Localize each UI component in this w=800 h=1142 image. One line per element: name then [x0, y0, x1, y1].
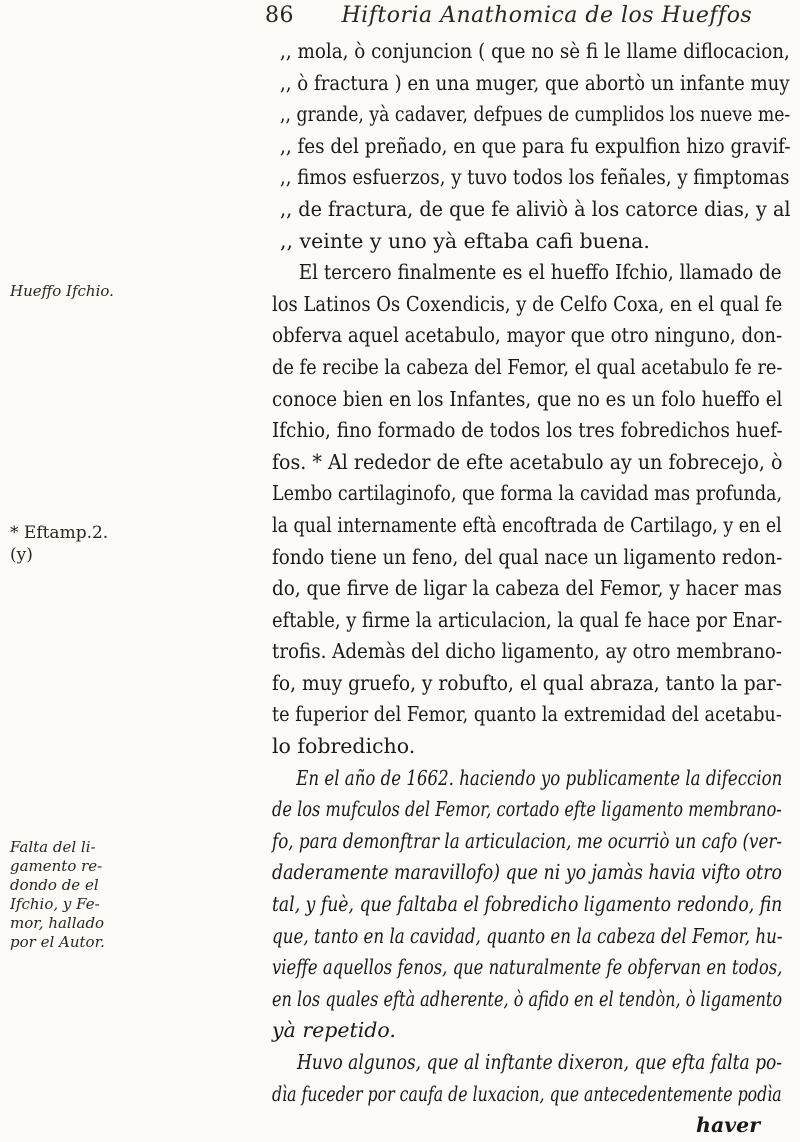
running-title: Hiftoria Anathomica de los Hueffos [341, 3, 753, 28]
margin-note-line: por el Autor. [10, 933, 105, 951]
text-line: fo, para demonftrar la articulacion, me ocurriò un cafo (ver- [272, 828, 783, 853]
margin-note-hueffo-ifchio [10, 282, 120, 301]
text-line: en los quales eftà adherente, ò afido en el tendòn, ò ligamento [272, 986, 783, 1011]
margin-note-line: gamento re- [10, 857, 103, 875]
text-line: vieffe aquellos fenos, que naturalmente fe obfervan en todos, [272, 955, 783, 980]
margin-note-line: mor, hallado [10, 914, 105, 932]
text-line: trofis. Ademàs del dicho ligamento, ay otro membrano- [272, 639, 782, 664]
text-line: El tercero finalmente es el hueffo Ifchio, llamado de [298, 260, 782, 285]
text-line: yà repetido. [272, 1018, 396, 1043]
text-line: Ifchio, fino formado de todos los tres fobredichos huef- [272, 418, 783, 443]
text-line: fos. * Al rededor de efte acetabulo ay un fobrecejo, ò [272, 449, 783, 474]
text-line: ,, fes del preñado, en que para fu expulfion hizo gravif- [280, 133, 791, 158]
text-line: fondo tiene un feno, del qual nace un ligamento redon- [272, 544, 783, 569]
text-line: te fuperior del Femor, quanto la extremidad del acetabu- [272, 702, 782, 727]
paragraph-ischium [272, 257, 790, 763]
text-line: ,, veinte y uno yà eftaba cafi buena. [280, 228, 650, 253]
paragraph-case-1662 [272, 763, 790, 1047]
margin-note-line: Hueffo Ifchio. [10, 282, 114, 300]
text-line: los Latinos Os Coxendicis, y de Celfo Coxa, en el qual fe [272, 291, 783, 316]
text-line: eftable, y firme la articulacion, la qual fe hace por Enar- [272, 607, 783, 632]
text-line: la qual internamente eftà encoftrada de Cartilago, y en el [272, 512, 782, 537]
margin-note-line: (y) [10, 545, 33, 565]
text-line: de fe recibe la cabeza del Femor, el qual acetabulo fe re- [272, 354, 783, 379]
margin-note-line: Ifchio, y Fe- [10, 895, 100, 913]
text-line: daderamente maravillofo) que ni yo jamàs havia vifto otro [272, 860, 782, 885]
paragraph-luxacion [272, 1047, 790, 1110]
text-line: ,, de fractura, de que fe aliviò à los catorce dias, y al [280, 196, 791, 221]
text-line: conoce bien en los Infantes, que no es un folo hueffo el [272, 386, 783, 411]
page-number: 86 [265, 3, 294, 28]
text-line: obferva aquel acetabulo, mayor que otro ninguno, don- [272, 323, 783, 348]
text-line: ,, fimos esfuerzos, y tuvo todos los feñales, y fimptomas [280, 165, 790, 190]
text-line: lo fobredicho. [272, 734, 416, 759]
text-line: fo, muy gruefo, y robufto, el qual abraza, tanto la par- [272, 670, 783, 695]
text-line: de los mufculos del Femor, cortado efte ligamento membrano- [272, 797, 782, 822]
text-line: Huvo algunos, que al inftante dixeron, que efta falta po- [296, 1050, 783, 1074]
text-line: ,, mola, ò conjuncion ( que no sè fi le llame diflocacion, [280, 39, 790, 63]
paragraph-quote [280, 36, 790, 257]
text-line: ,, ò fractura ) en una muger, que abortò un infante muy [280, 70, 790, 95]
text-line: dìa fuceder por caufa de luxacion, que antecedentemente podìa [272, 1081, 782, 1106]
text-line: ,, grande, yà cadaver, defpues de cumplidos los nueve me- [280, 102, 791, 127]
text-line: tal, y fuè, que faltaba el fobredicho ligamento redondo, fin [272, 892, 783, 917]
margin-note-falta-ligamento [10, 838, 120, 952]
text-line: do, que firve de ligar la cabeza del Femor, y hacer mas [272, 576, 782, 601]
margin-note-line: Falta del li- [10, 838, 96, 856]
margin-note-line: * Eftamp.2. [10, 523, 109, 543]
catchword: haver [696, 1113, 760, 1138]
text-line: En el año de 1662. haciendo yo publicamente la difeccion [296, 765, 783, 790]
main-text [272, 36, 791, 1142]
running-header [265, 3, 753, 28]
margin-note-eftampa [10, 522, 120, 566]
text-line: Lembo cartilaginofo, que forma la cavidad mas profunda, [272, 481, 783, 506]
margin-note-line: dondo de el [10, 876, 99, 894]
text-line: que, tanto en la cavidad, quanto en la cabeza del Femor, hu- [272, 923, 783, 948]
